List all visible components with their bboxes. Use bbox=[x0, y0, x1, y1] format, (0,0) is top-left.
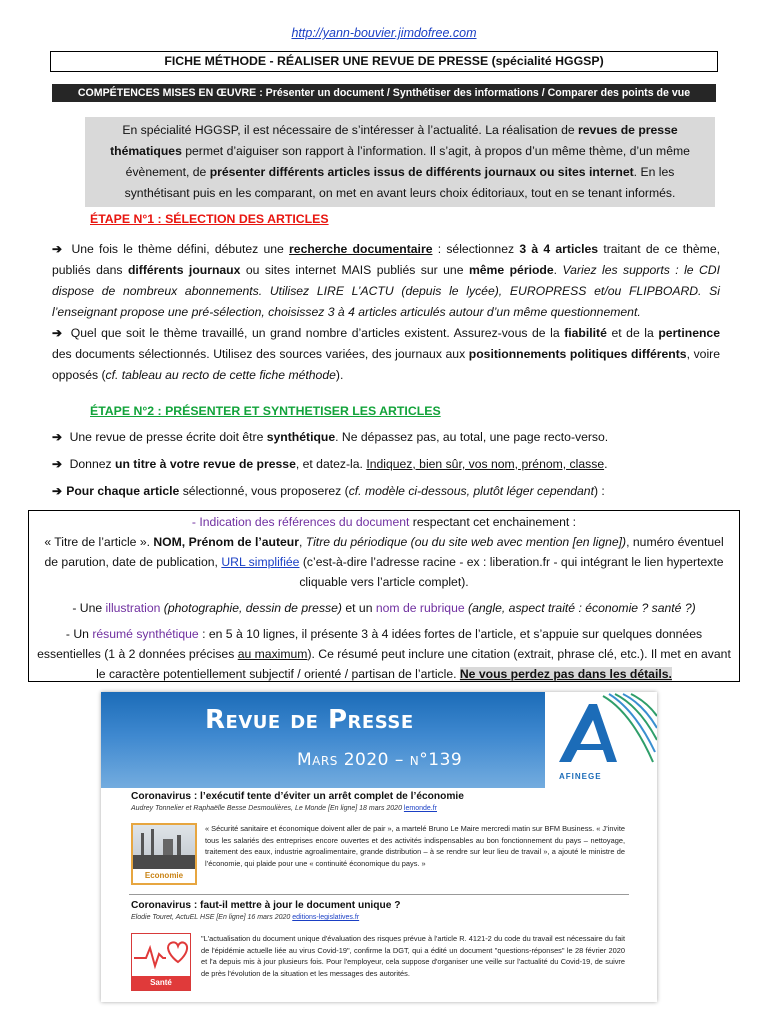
text: . bbox=[604, 457, 608, 471]
text: respectant cet enchainement : bbox=[409, 515, 577, 529]
text: , et datez-la. bbox=[295, 457, 367, 471]
intro-box bbox=[85, 117, 715, 207]
newsletter-subtitle: Mars 2020 – n°139 bbox=[297, 750, 463, 770]
newsletter-title: Revue de Presse bbox=[205, 705, 414, 735]
text: - Un bbox=[65, 627, 93, 641]
text: (c’est-à-dire l’adresse racine - ex : liberation.fr - qui intégrant le lien hypertexte cliquable vers l’article complet). bbox=[299, 555, 724, 589]
page-title: FICHE MÉTHODE - RÉALISER UNE REVUE DE PRESSE (spécialité HGGSP) bbox=[50, 51, 718, 72]
bold-text: même période bbox=[468, 263, 554, 277]
model-line-references bbox=[37, 512, 731, 592]
text: ) : bbox=[593, 484, 605, 498]
step2-paragraph-2 bbox=[52, 454, 720, 475]
text: , voire opposés ( bbox=[52, 347, 720, 382]
intro-text: En spécialité HGGSP, il est nécessaire de s’intéresser à l’actualité. La réalisation de bbox=[122, 123, 579, 137]
text: ). bbox=[335, 368, 344, 382]
article2-rubric: Santé bbox=[132, 976, 190, 990]
italic-text: Variez les supports : le CDI dispose de nombreux abonnements. Utilisez LIRE L’ACTU (depuis le lycée), EUROPRESS et/ou FLIPBOARD. Si l’enseignant propose une pré-sélection, choisissez 3 à 4 articles articulés autour d’un même questionnement. bbox=[52, 263, 720, 319]
url-simplifiee-link[interactable]: URL simplifiée bbox=[221, 555, 300, 569]
article1-rubric: Economie bbox=[133, 869, 195, 883]
article-separator bbox=[129, 894, 629, 895]
article2-link[interactable]: editions-legislatives.fr bbox=[292, 914, 360, 921]
text: Quel que soit le thème travaillé, un grand nombre d’articles existent. Assurez-vous de la bbox=[66, 326, 565, 340]
article-model-box bbox=[28, 510, 740, 682]
bold-text: recherche documentaire bbox=[289, 242, 433, 256]
article2-title: Coronavirus : faut-il mettre à jour le document unique ? bbox=[131, 900, 401, 911]
intro-text: . En les synthétisant puis en les comparant, on met en avant leurs choix éditoriaux, tout en se tenant informés. bbox=[124, 165, 676, 200]
bold-text: Pour chaque article bbox=[66, 484, 180, 498]
model-line-illustration bbox=[37, 598, 731, 618]
article1-meta-text: Audrey Tonnelier et Raphaëlle Besse Desmoulières, Le Monde [En ligne] 18 mars 2020 bbox=[131, 805, 402, 812]
step1-heading: ÉTAPE N°1 : SÉLECTION DES ARTICLES bbox=[90, 212, 329, 226]
text: , numéro éventuel de parution, date de publication, bbox=[44, 535, 724, 569]
arrow-icon: ➔ bbox=[52, 326, 63, 340]
step2-paragraph-3 bbox=[52, 481, 720, 502]
newsletter-example-image bbox=[101, 692, 657, 1002]
text: Une fois le thème défini, débutez une bbox=[66, 242, 290, 256]
bold-text: pertinence bbox=[658, 326, 720, 340]
text: ou sites internet MAIS publiés sur une bbox=[240, 263, 469, 277]
step1-paragraph-2 bbox=[52, 323, 720, 386]
text: et un bbox=[341, 601, 376, 615]
article1-thumbnail bbox=[131, 823, 197, 885]
text: : sélectionnez bbox=[432, 242, 520, 256]
article1-link[interactable]: lemonde.fr bbox=[403, 805, 437, 812]
text: Une revue de presse écrite doit être bbox=[66, 430, 267, 444]
text: - bbox=[191, 515, 200, 529]
afinege-logo-text: AFINEGE bbox=[559, 772, 602, 781]
text: et de la bbox=[606, 326, 659, 340]
article2-meta-text: Elodie Touret, ActuEL HSE [En ligne] 16 mars 2020 bbox=[131, 914, 291, 921]
site-url-line bbox=[0, 24, 768, 42]
text: : en 5 à 10 lignes, il présente 3 à 4 idées fortes de l’article, et s’appuie sur quelques données essentielles (1 à 2 données précises bbox=[37, 627, 703, 661]
purple-text: illustration bbox=[105, 601, 161, 615]
site-url-link[interactable]: http://yann-bouvier.jimdofree.com bbox=[291, 26, 477, 40]
italic-text: (photographie, dessin de presse) bbox=[160, 601, 342, 615]
intro-text: permet d’aiguiser son rapport à l’information. Il s’agit, à propos d’un même thème, d’un même évènement, de bbox=[125, 144, 690, 179]
text: , bbox=[298, 535, 306, 549]
intro-bold: revues de presse thématiques bbox=[110, 123, 678, 158]
text: - Une bbox=[72, 601, 106, 615]
highlighted-text: Ne vous perdez pas dans les détails. bbox=[459, 667, 672, 681]
arrow-icon: ➔ bbox=[52, 242, 63, 256]
purple-text: nom de rubrique bbox=[375, 601, 465, 615]
bold-text: synthétique bbox=[266, 430, 336, 444]
arrow-icon: ➔ bbox=[52, 484, 63, 498]
model-line-summary bbox=[37, 624, 731, 684]
step1-paragraph-1 bbox=[52, 239, 720, 323]
text: . Ne dépassez pas, au total, une page recto-verso. bbox=[335, 430, 609, 444]
purple-text: résumé synthétique bbox=[92, 627, 199, 641]
underlined-text: au maximum bbox=[237, 647, 308, 661]
text: ). Ce résumé peut inclure une citation (extrait, phrase clé, etc.). Il met en avant le caractère potentiellement subjectif / orienté / partisan de l’article. bbox=[96, 647, 731, 681]
italic-text: Titre du périodique (ou du site web avec mention [en ligne]) bbox=[305, 535, 627, 549]
article2-meta bbox=[131, 913, 359, 923]
text: Donnez bbox=[66, 457, 115, 471]
article1-meta bbox=[131, 804, 437, 814]
bold-text: 3 à 4 articles bbox=[519, 242, 599, 256]
step2-heading: ÉTAPE N°2 : PRÉSENTER ET SYNTHETISER LES ARTICLES bbox=[90, 404, 441, 418]
bold-text: différents journaux bbox=[127, 263, 241, 277]
text: . bbox=[553, 263, 563, 277]
arrow-icon: ➔ bbox=[52, 430, 63, 444]
heartbeat-icon bbox=[132, 934, 189, 976]
article1-title: Coronavirus : l’exécutif tente d’éviter un arrêt complet de l’économie bbox=[131, 791, 464, 802]
italic-text: (angle, aspect traité : économie ? santé ?) bbox=[464, 601, 696, 615]
text: « Titre de l’article ». bbox=[44, 535, 154, 549]
text: des documents sélectionnés. Utilisez des sources variées, des journaux aux bbox=[52, 347, 469, 361]
factory-icon bbox=[133, 825, 195, 871]
intro-bold: présenter différents articles issus de différents journaux ou sites internet bbox=[209, 165, 634, 179]
article1-body: « Sécurité sanitaire et économique doivent aller de pair », a martelé Bruno Le Maire mercredi matin sur BFM Business. « J’invite tous les salariés des entreprises encore ouvertes et des activités indispensables au bon fonctionnement du pays – nettoyage, traitement des eaux, industrie agroalimentaire, grande distribution – à se rendre sur leur lieu de travail », a ajouté le ministre de l’économie, qui plaide pour une « continuité économique du pays. » bbox=[205, 824, 625, 868]
purple-text: Indication des références du document bbox=[199, 515, 410, 529]
article2-thumbnail bbox=[131, 933, 191, 991]
italic-text: cf. tableau au recto de cette fiche méthode bbox=[105, 368, 336, 382]
article2-body: "L'actualisation du document unique d'évaluation des risques prévue à l'article R. 4121-2 du code du travail est nécessaire du fait de l'épidémie actuelle liée au virus Covid-19", confirme la DGT, qui a édité un document "questions-réponses" le 28 février 2020 et l'a depuis mis à jour plusieurs fois. Pour l'employeur, cela suppose d'organiser une veille sur l'actualité du Covid-19, de suivre de près l'évolution de la situation et les messages des autorités. bbox=[201, 934, 625, 978]
step2-paragraph-1 bbox=[52, 427, 720, 448]
text: sélectionné, vous proposerez ( bbox=[179, 484, 349, 498]
underlined-text: Indiquez, bien sûr, vos nom, prénom, classe bbox=[366, 457, 605, 471]
bold-text: NOM, Prénom de l’auteur bbox=[153, 535, 299, 549]
bold-text: un titre à votre revue de presse bbox=[115, 457, 296, 471]
bold-text: fiabilité bbox=[564, 326, 607, 340]
arrow-icon: ➔ bbox=[52, 457, 63, 471]
competences-banner: COMPÉTENCES MISES EN ŒUVRE : Présenter un document / Synthétiser des informations / Comparer des points de vue bbox=[52, 84, 716, 102]
bold-text: positionnements politiques différents bbox=[468, 347, 687, 361]
italic-text: cf. modèle ci-dessous, plutôt léger cependant bbox=[348, 484, 594, 498]
text: traitant de ce thème, publiés dans bbox=[52, 242, 720, 277]
